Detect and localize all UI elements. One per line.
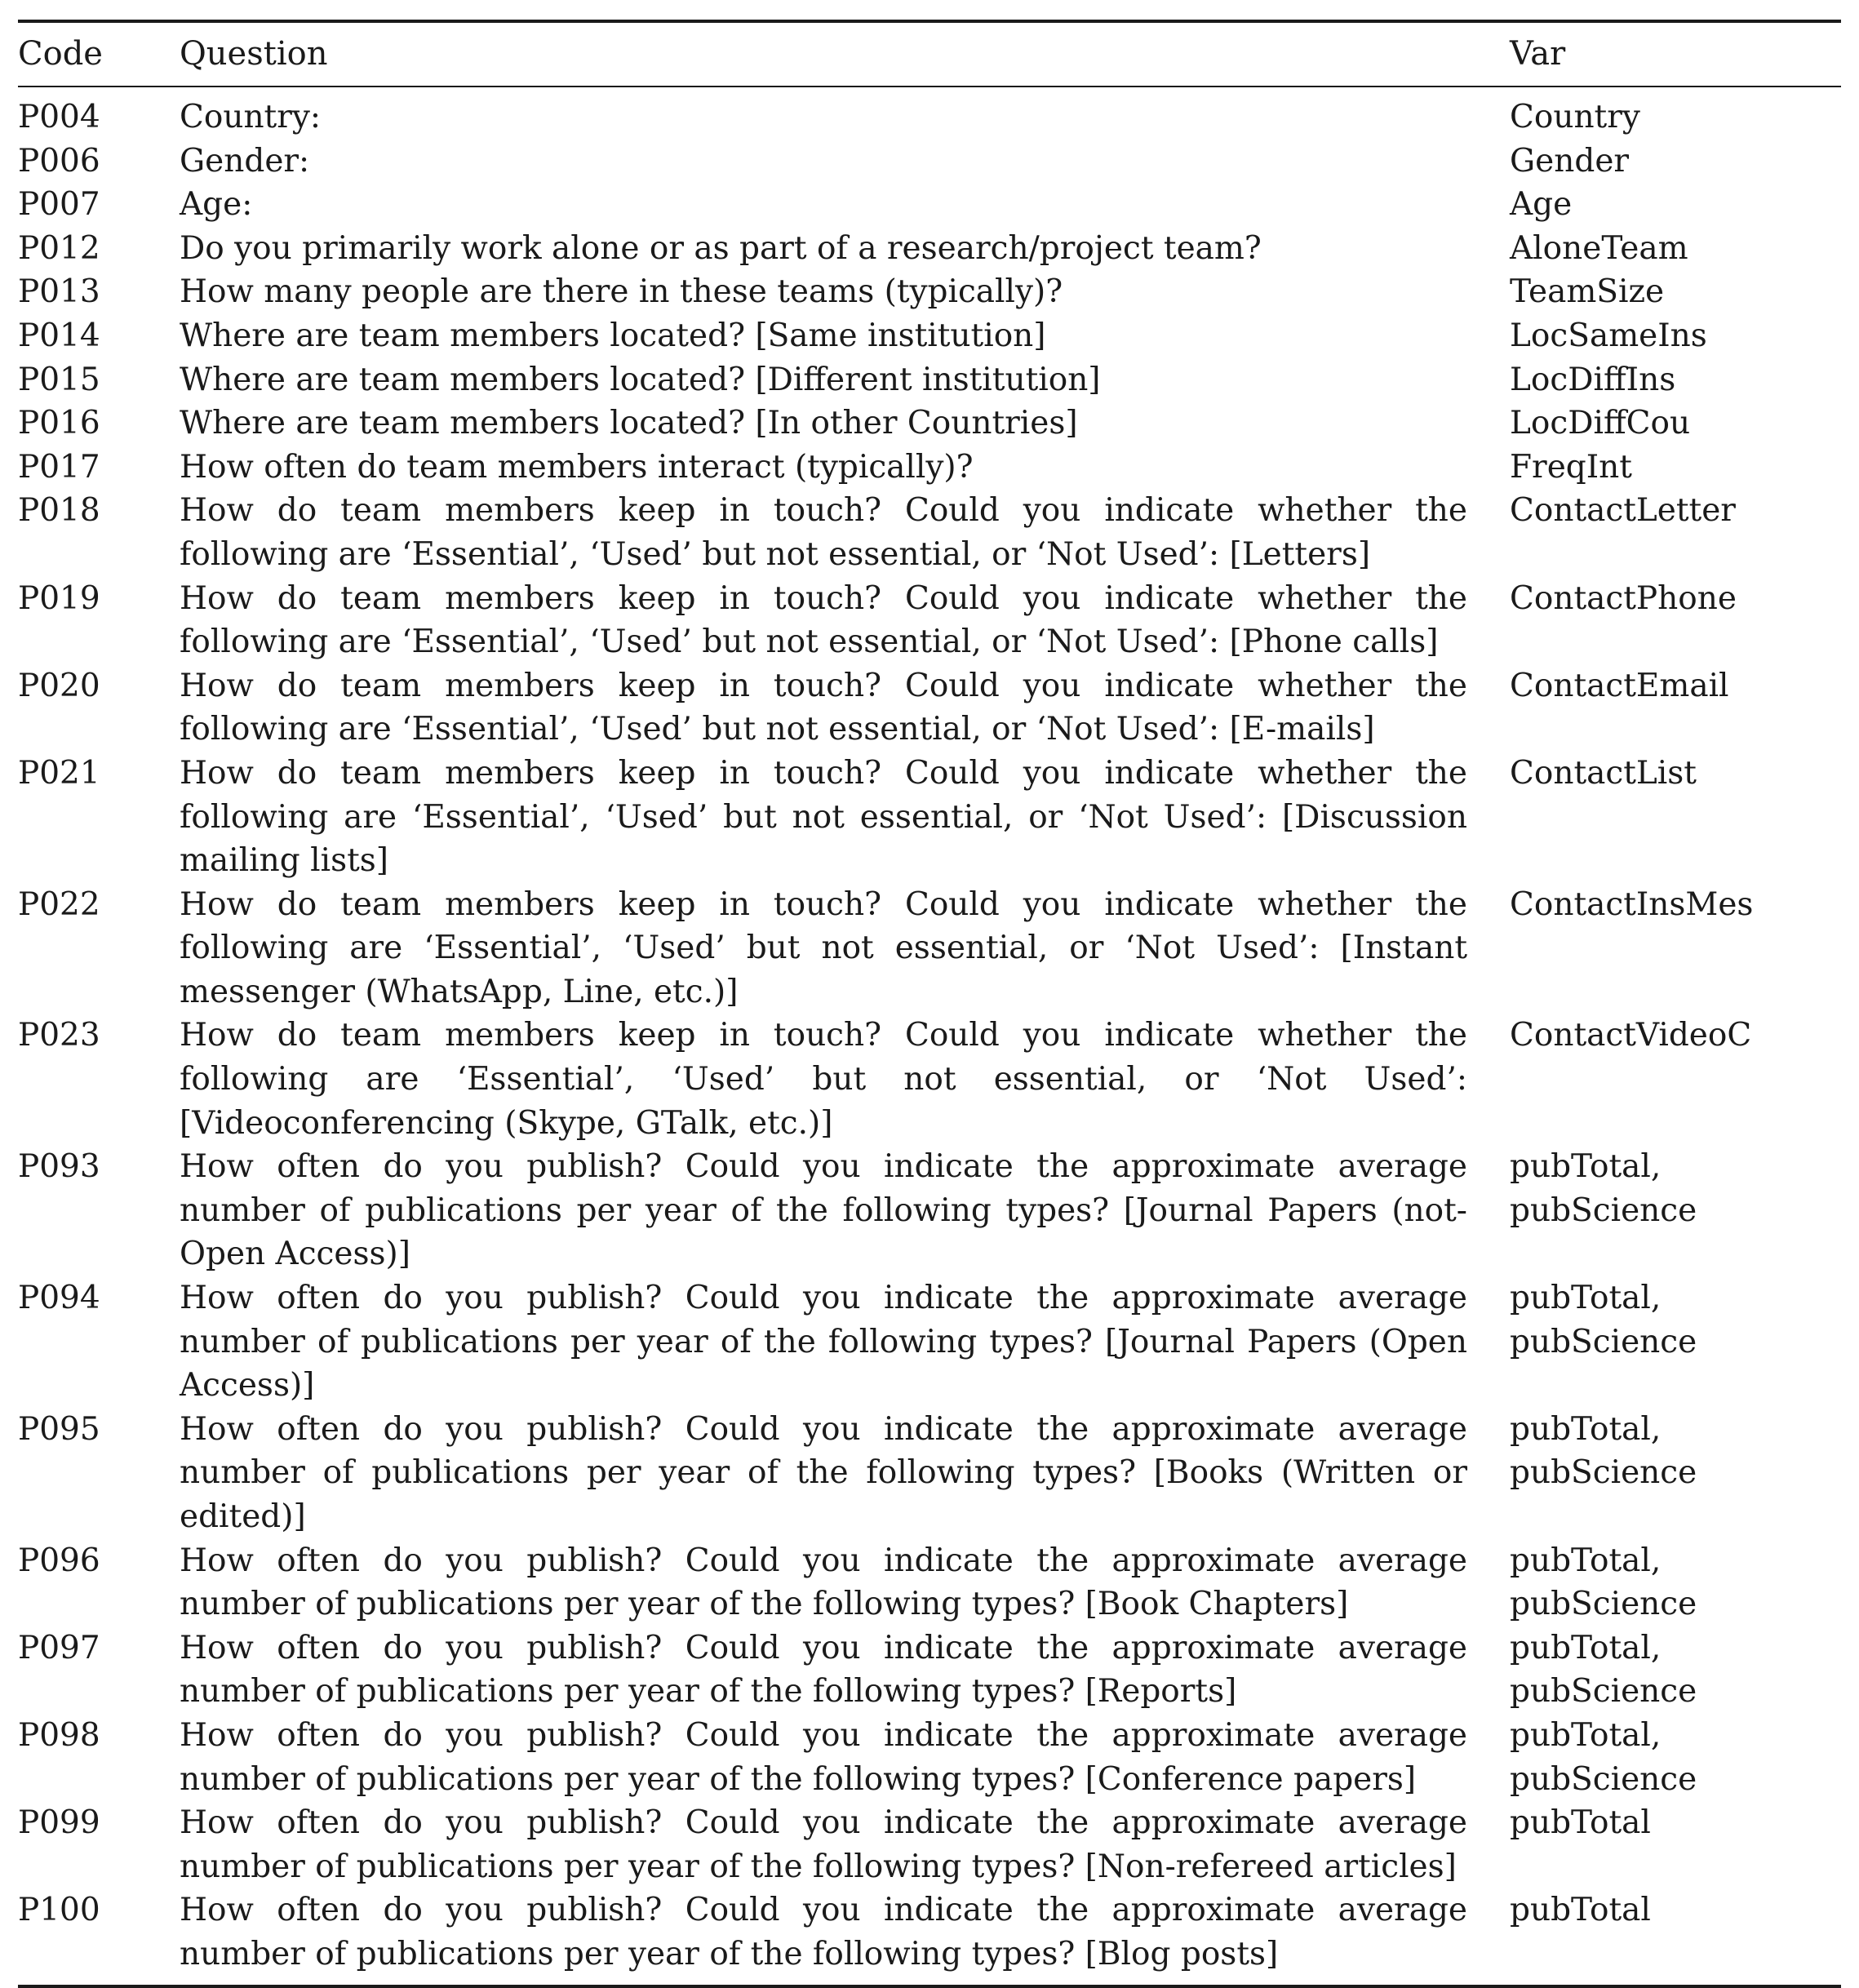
cell-code: P014 (18, 317, 100, 354)
table-row (18, 183, 1841, 227)
cell-code: P094 (18, 1280, 100, 1317)
cell-code: P015 (18, 361, 100, 398)
cell-code: P018 (18, 492, 100, 530)
cell-code: P012 (18, 229, 100, 267)
cell-question: Country: (180, 99, 322, 135)
cell-var: FreqInt (1510, 448, 1632, 486)
survey-question-table (18, 20, 1841, 1988)
table-header (18, 23, 1841, 86)
table-row (18, 270, 1841, 314)
cell-var: Country (1510, 99, 1640, 135)
cell-code: P021 (18, 754, 100, 792)
table-row (18, 87, 1841, 140)
table-row (18, 752, 1841, 883)
cell-question: How often do you publish? Could you indicate the approximate average number of publications per year of the following types? [Blog posts] (180, 1892, 1467, 1972)
cell-question: How often do team members interact (typically)? (180, 448, 974, 486)
cell-var: pubTotal (1510, 1892, 1651, 1929)
bottom-rule (18, 1985, 1841, 1988)
cell-question: Gender: (180, 142, 310, 180)
table-row (18, 664, 1841, 752)
cell-question: How do team members keep in touch? Could you indicate whether the following are ‘Essential’, ‘Used’ but not essential, or ‘Not Used’: [Videoconferencing (Skype, GTalk, etc.)] (180, 1017, 1467, 1142)
cell-question: Do you primarily work alone or as part of a research/project team? (180, 229, 1262, 267)
cell-code: P013 (18, 273, 100, 311)
table-body (18, 87, 1841, 1985)
cell-question: How many people are there in these teams (typically)? (180, 273, 1063, 311)
cell-var: ContactInsMes (1510, 885, 1754, 923)
cell-var: AloneTeam (1510, 229, 1688, 267)
table-row (18, 358, 1841, 402)
cell-code: P007 (18, 186, 100, 224)
table-row (18, 446, 1841, 490)
table-row (18, 314, 1841, 358)
table-row (18, 1888, 1841, 1984)
cell-var: LocDiffIns (1510, 361, 1676, 398)
cell-var: Age (1510, 186, 1573, 224)
cell-question: Age: (180, 186, 253, 224)
cell-var: LocSameIns (1510, 317, 1707, 354)
cell-question: How often do you publish? Could you indicate the approximate average number of publications per year of the following types? [Reports] (180, 1629, 1467, 1711)
cell-question: How often do you publish? Could you indicate the approximate average number of publications per year of the following types? [Book Chapters] (180, 1542, 1467, 1623)
cell-question: How often do you publish? Could you indicate the approximate average number of publications per year of the following types? [Conference papers] (180, 1716, 1467, 1798)
cell-var: pubTotal, pubScience (1510, 1542, 1697, 1623)
cell-var: pubTotal, pubScience (1510, 1716, 1697, 1798)
cell-var: TeamSize (1510, 273, 1665, 311)
cell-question: How do team members keep in touch? Could you indicate whether the following are ‘Essential’, ‘Used’ but not essential, or ‘Not Used’: [Instant messenger (WhatsApp, Line, etc.)] (180, 885, 1467, 1010)
cell-code: P095 (18, 1410, 100, 1448)
table-row (18, 1714, 1841, 1801)
table-row (18, 1145, 1841, 1276)
cell-code: P020 (18, 667, 100, 704)
table-row (18, 1801, 1841, 1888)
cell-code: P096 (18, 1542, 100, 1579)
cell-code: P017 (18, 448, 100, 486)
cell-question: How often do you publish? Could you indicate the approximate average number of publications per year of the following types? [Journal Papers (not-Open Access)] (180, 1148, 1467, 1273)
table-row (18, 227, 1841, 271)
cell-question: Where are team members located? [Different institution] (180, 361, 1101, 398)
header-code: Code (18, 35, 103, 73)
cell-code: P006 (18, 142, 100, 180)
cell-question: How do team members keep in touch? Could you indicate whether the following are ‘Essential’, ‘Used’ but not essential, or ‘Not Used’: [E-mails] (180, 667, 1467, 748)
table-row (18, 489, 1841, 576)
cell-var: pubTotal, pubScience (1510, 1280, 1697, 1360)
table-row (18, 1014, 1841, 1145)
cell-code: P098 (18, 1716, 100, 1754)
cell-code: P004 (18, 99, 100, 135)
table-row (18, 1539, 1841, 1626)
cell-var: ContactLetter (1510, 492, 1736, 530)
cell-question: How do team members keep in touch? Could you indicate whether the following are ‘Essential’, ‘Used’ but not essential, or ‘Not Used’: [Letters] (180, 492, 1467, 573)
cell-question: Where are team members located? [Same institution] (180, 317, 1046, 354)
cell-var: pubTotal (1510, 1804, 1651, 1842)
table-row (18, 1626, 1841, 1714)
cell-question: How often do you publish? Could you indicate the approximate average number of publications per year of the following types? [Journal Papers (Open Access)] (180, 1280, 1467, 1404)
header-question: Question (180, 35, 328, 73)
table-row (18, 1276, 1841, 1408)
cell-var: ContactVideoC (1510, 1017, 1752, 1054)
cell-var: ContactEmail (1510, 667, 1729, 704)
cell-question: How do team members keep in touch? Could you indicate whether the following are ‘Essential’, ‘Used’ but not essential, or ‘Not Used’: [Discussion mailing lists] (180, 754, 1467, 880)
cell-var: pubTotal, pubScience (1510, 1629, 1697, 1711)
cell-code: P099 (18, 1804, 100, 1842)
question-table-body (18, 87, 1841, 1985)
question-table (18, 23, 1841, 86)
cell-code: P022 (18, 885, 100, 923)
cell-code: P100 (18, 1892, 100, 1929)
cell-question: How often do you publish? Could you indicate the approximate average number of publications per year of the following types? [Non-refereed articles] (180, 1804, 1467, 1885)
cell-code: P023 (18, 1017, 100, 1054)
cell-question: How do team members keep in touch? Could you indicate whether the following are ‘Essential’, ‘Used’ but not essential, or ‘Not Used’: [Phone calls] (180, 579, 1467, 661)
cell-var: pubTotal, pubScience (1510, 1148, 1697, 1229)
cell-code: P093 (18, 1148, 100, 1186)
cell-var: ContactPhone (1510, 579, 1737, 617)
header-row (18, 23, 1841, 86)
cell-question: How often do you publish? Could you indicate the approximate average number of publications per year of the following types? [Books (Written or edited)] (180, 1410, 1467, 1535)
cell-question: Where are team members located? [In other Countries] (180, 405, 1078, 442)
table-row (18, 402, 1841, 446)
cell-var: Gender (1510, 142, 1630, 180)
table-row (18, 1408, 1841, 1539)
cell-var: LocDiffCou (1510, 405, 1691, 442)
cell-var: ContactList (1510, 754, 1697, 792)
cell-code: P019 (18, 579, 100, 617)
table-row (18, 883, 1841, 1014)
header-var: Var (1510, 35, 1566, 73)
cell-code: P016 (18, 405, 100, 442)
cell-var: pubTotal, pubScience (1510, 1410, 1697, 1492)
cell-code: P097 (18, 1629, 100, 1666)
table-row (18, 140, 1841, 184)
table-row (18, 577, 1841, 664)
